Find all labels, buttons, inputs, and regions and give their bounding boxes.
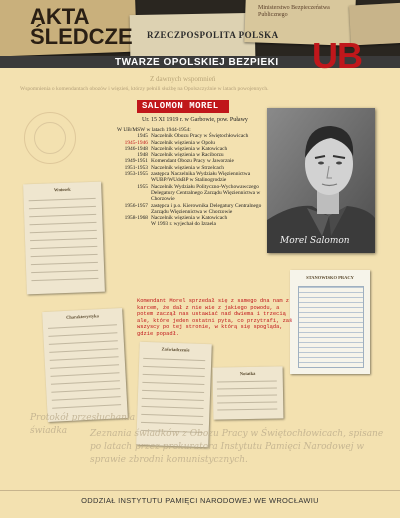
career-year: 1946-1948 [124,145,148,152]
typed-testimony-note: Komendant Morel sprzedał się z samego dna nam z karcem, że dał z nie wie z jakiego powodu, a potem zaczął nas ustawiać nad dwiema i trzecią ale, które jeden ostatni pyta, co przytrafi, zaś wszyscy po tej stronie, w którą się spogląda, gdzie popadł. [137,298,293,337]
career-description: Naczelnik więzienia w Katowicach [151,145,228,152]
document-wniosek [23,182,105,295]
career-row [112,184,262,203]
career-year: 1951-1953 [124,164,148,171]
footer-institution: ODDZIAŁ INSTYTUTU PAMIĘCI NARODOWEJ WE WROCŁAWIU [81,496,319,505]
career-description: Naczelnik Obozu Pracy w Świętochłowicach [151,133,249,140]
career-description: Komendant Obozu Pracy w Jaworznie [151,158,234,165]
career-year: 1948 [137,152,148,159]
document-title: Notatka [239,370,256,377]
portrait-signature: Morel Salomon [280,236,350,246]
career-year: 1949-1951 [124,158,148,165]
career-year: 1958-1968 [124,215,148,222]
banner-title: TWARZE OPOLSKIEJ BEZPIEKI [115,57,279,68]
career-row [112,221,262,227]
document-title: Zaświadczenie [161,346,190,353]
career-row [112,171,262,184]
document-personnel-form [290,270,370,374]
footer-divider [0,490,400,491]
newspaper-title: RZECZPOSPOLITA POLSKA [147,30,279,40]
career-year: 1953-1955 [124,171,148,178]
document-title: STANOWISKO PRACY [306,275,354,280]
career-year [112,221,151,227]
career-description: Naczelnik więzienia w Raciborzu [151,152,224,159]
stamp-seal-inner [34,122,66,154]
akta-title-line2: ŚLEDCZE [30,24,133,49]
akta-title-line1: AKTA [30,4,90,29]
career-description: Naczelnik więzienia w Opolu [151,139,215,146]
intro-text: Wspomnienia o komendantach obozów i więzień, którzy pełnili służbę na Opolszczyźnie w latach powojennych. [20,86,269,92]
career-year: 1956-1957 [124,202,148,209]
person-birth: Ur. 15 XI 1919 r. w Garbowie, pow. Puławy [142,117,248,123]
career-header: W UB/MSW w latach 1944-1954: [117,127,191,133]
form-grid [298,286,364,368]
handwriting-background: Zeznania świadków z Obozu Pracy w Świętochłowicach, spisane po latach przez prokuratora Instytutu Pamięci Narodowej w sprawie zbrodni komunistycznych. [90,429,384,465]
career-description: W 1993 r. wyjechał do Izraela [151,221,216,228]
career-description: zastępca i p.o. Kierownika Delegatury Centralnego Zarządu Więziennictwa w Chorzowie [151,202,262,215]
career-description: Naczelnik więzienia w Strzelcach [151,164,224,171]
career-description: zastępca Naczelnika Wydziału Więziennictwa WUBP/WUdsBP w Stalinogrodzie [151,171,251,184]
document-note [213,366,284,419]
handwriting-background-left: Protokół przesłuchania świadka [30,413,136,436]
ub-brand-logo: UB [312,35,362,76]
person-name: SALOMON MOREL [142,101,219,111]
career-year: 1955 [137,183,148,190]
portrait-illustration [267,108,375,253]
akta-sledcze-title [30,4,133,49]
career-description: Naczelnik więzienia w Katowicach [151,215,228,222]
career-year: 1945 [137,133,148,140]
document-title: Wniosek [53,186,71,193]
career-year: 1945-1946 [124,139,148,146]
document-title: Charakterystyka [65,313,99,320]
portrait-photo [267,108,375,253]
subtitle: Z dawnych wspomnień [150,75,216,83]
career-list [112,127,262,228]
career-rows [112,133,262,227]
career-row [112,203,262,216]
career-description: Naczelnik Wydziału Polityczno-Wychowawczego Delegatury Centralnego Zarządu Więziennictwa w Chorzowie [151,183,261,203]
document-characteristics [42,308,128,422]
ministry-heading: Ministerstwo Bezpieczeństwa Publicznego [258,5,330,18]
